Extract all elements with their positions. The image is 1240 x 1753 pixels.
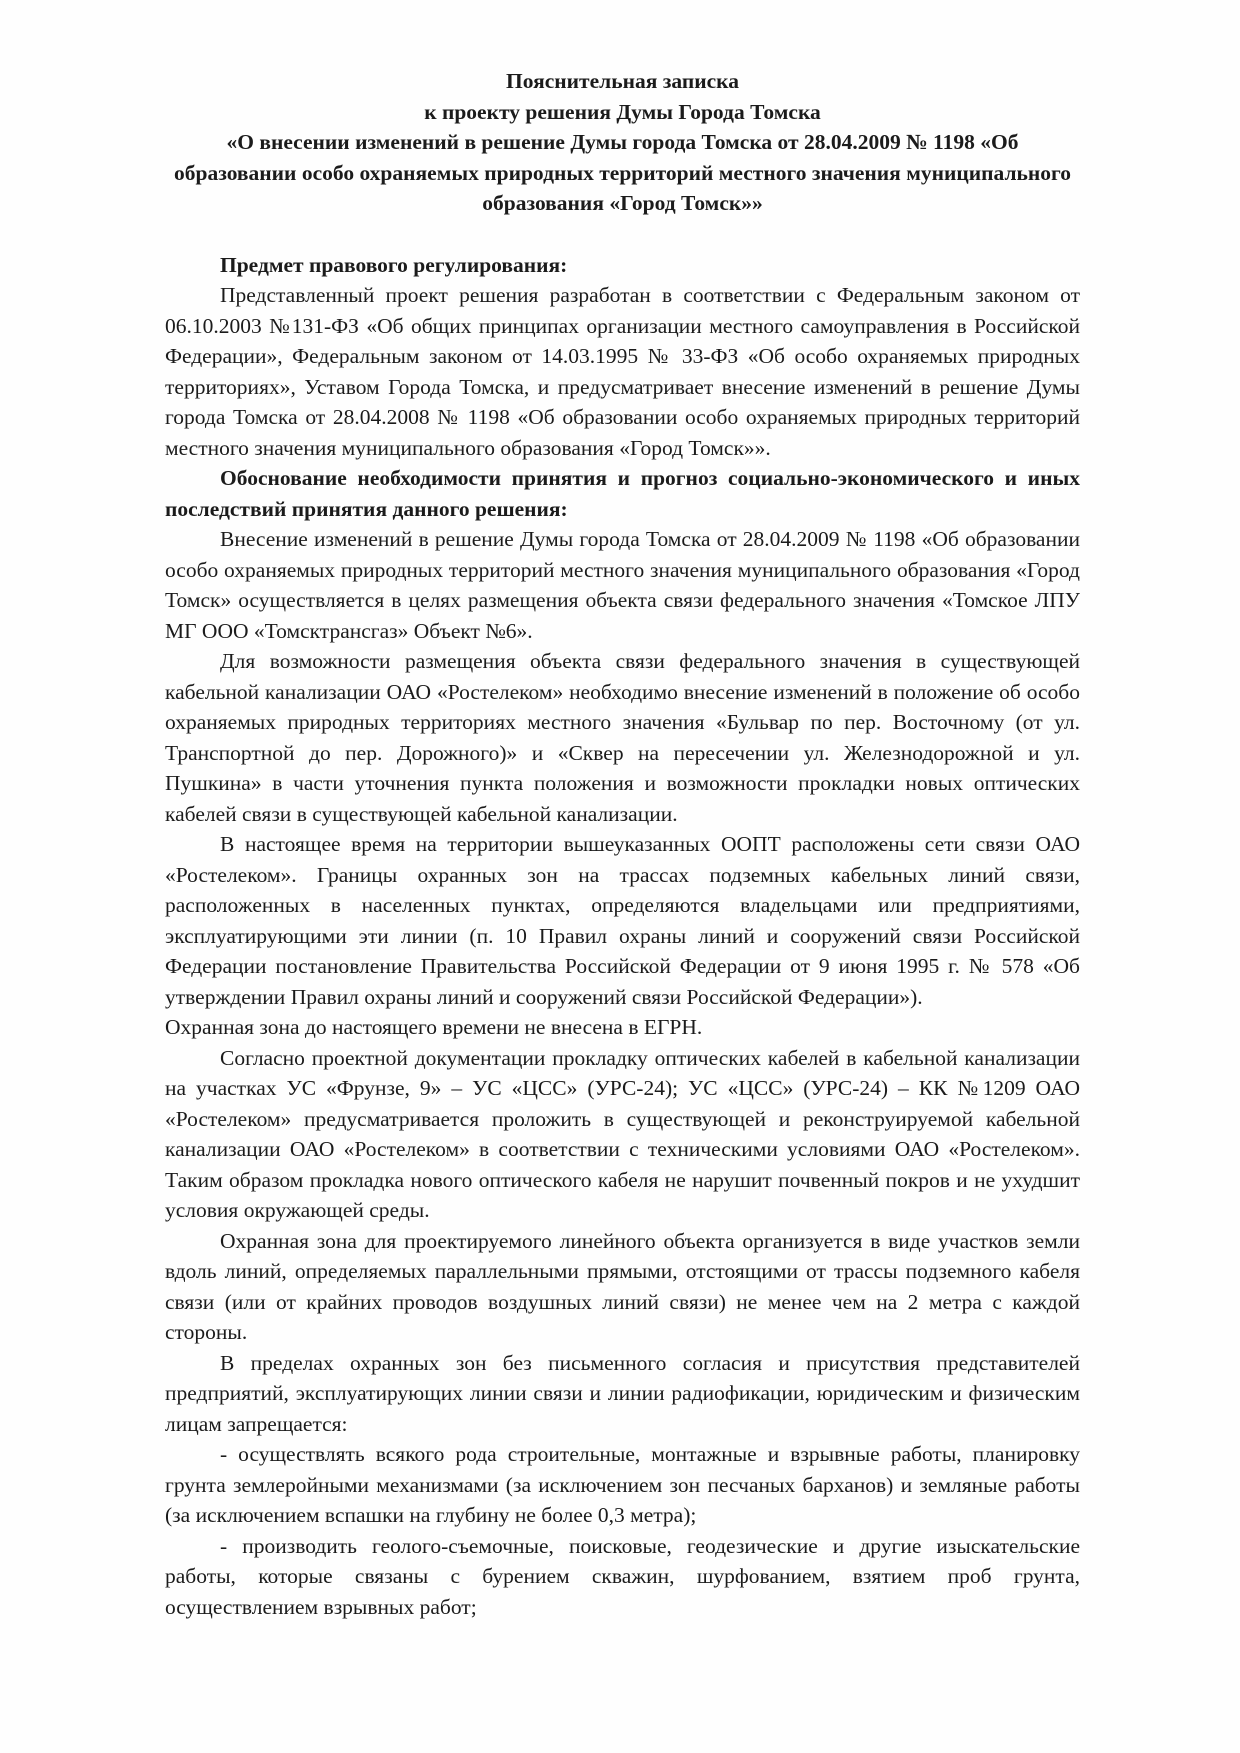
paragraph-amendment-purpose: Внесение изменений в решение Думы города Томска от 28.04.2009 № 1198 «Об образовании особо охраняемых природных территорий местного значения муниципального образования «Город Томск» осуществляется в целях размещения объекта связи федерального значения «Томское ЛПУ МГ ООО «Томсктрансгаз» Объект №6».: [165, 527, 1080, 643]
paragraph-egrn-note: Охранная зона до настоящего времени не внесена в ЕГРН.: [165, 1015, 703, 1039]
section-heading-subject: Предмет правового регулирования:: [220, 252, 568, 277]
paragraph-current-networks: В настоящее время на территории вышеуказанных ООПТ расположены сети связи ОАО «Ростелеком». Границы охранных зон на трассах подземных кабельных линий связи, расположенных в населенных пунктах, определяются владельцами или предприятиями, эксплуатирующими эти линии (п. 10 Правил охраны линий и сооружений связи Российской Федерации постановление Правительства Российской Федерации от 9 июня 1995 г. № 578 «Об утверждении Правил охраны линий и сооружений связи Российской Федерации»).: [165, 832, 1080, 1009]
paragraph-prohibitions-intro: В пределах охранных зон без письменного согласия и присутствия представителей предприятий, эксплуатирующих линии связи и линии радиофикации, юридическим и физическим лицам запрещается:: [165, 1350, 1080, 1436]
section-heading-justification: Обоснование необходимости принятия и прогноз социально-экономического и иных последствий принятия данного решения:: [165, 466, 1080, 521]
title-line-3: «О внесении изменений в решение Думы города Томска от 28.04.2009 № 1198 «Об образовании особо охраняемых природных территорий местного значения муниципального образования «Город Томск»»: [173, 130, 1072, 215]
list-item-construction-works: - осуществлять всякого рода строительные, монтажные и взрывные работы, планировку грунта землеройными механизмами (за исключением зон песчаных барханов) и земляные работы (за исключением вспашки на глубину не более 0,3 метра);: [165, 1442, 1080, 1527]
paragraph-project-documentation: Согласно проектной документации прокладку оптических кабелей в кабельной канализации на участках УС «Фрунзе, 9» – УС «ЦСС» (УРС-24); УС «ЦСС» (УРС-24) – КК №1209 ОАО «Ростелеком» предусматривается проложить в существующей и реконструируемой кабельной канализации ОАО «Ростелеком» в соответствии с техническими условиями ОАО «Ростелеком». Таким образом прокладка нового оптического кабеля не нарушит почвенный покров и не ухудшит условия окружающей среды.: [165, 1045, 1080, 1222]
document-title: [165, 66, 1080, 219]
title-line-1: Пояснительная записка: [506, 69, 739, 93]
paragraph-placement-possibility: Для возможности размещения объекта связи федерального значения в существующей кабельной канализации ОАО «Ростелеком» необходимо внесение изменений в положение об особо охраняемых природных территориях местного значения «Бульвар по пер. Восточному (от ул. Транспортной до пер. Дорожного)» и «Сквер на пересечении ул. Железнодорожной и ул. Пушкина» в части уточнения пункта положения и возможности прокладки новых оптических кабелей связи в существующей кабельной канализации.: [165, 649, 1080, 826]
paragraph-legal-basis: Представленный проект решения разработан в соответствии с Федеральным законом от 06.10.2003 №131-ФЗ «Об общих принципах организации местного самоуправления в Российской Федерации», Федеральным законом от 14.03.1995 № 33-ФЗ «Об особо охраняемых природных территориях», Уставом Города Томска, и предусматривает внесение изменений в решение Думы города Томска от 28.04.2008 № 1198 «Об образовании особо охраняемых природных территорий местного значения муниципального образования «Город Томск»».: [165, 283, 1080, 460]
title-line-2: к проекту решения Думы Города Томска: [424, 99, 821, 124]
list-item-survey-works: - производить геолого-съемочные, поисковые, геодезические и другие изыскательские работы, которые связаны с бурением скважин, шурфованием, взятием проб грунта, осуществлением взрывных работ;: [165, 1533, 1080, 1619]
paragraph-protection-zone: Охранная зона для проектируемого линейного объекта организуется в виде участков земли вдоль линий, определяемых параллельными прямыми, отстоящими от трассы подземного кабеля связи (или от крайних проводов воздушных линий связи) не менее чем на 2 метра с каждой стороны.: [165, 1228, 1080, 1344]
